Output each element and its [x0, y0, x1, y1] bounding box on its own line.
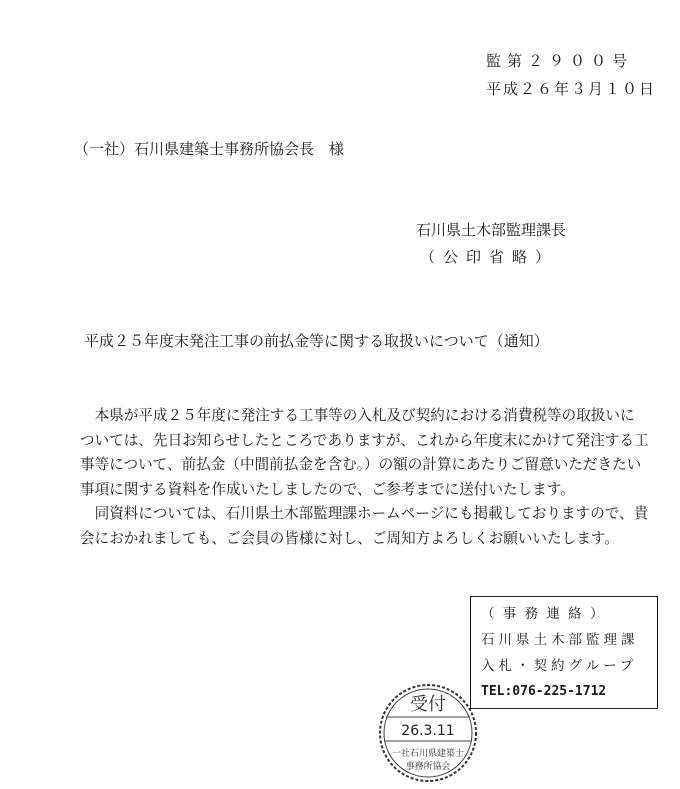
sender-name: 石川県土木部監理課長: [416, 221, 567, 239]
stamp-received-text: 受付: [410, 694, 446, 715]
contact-heading: （ 事 務 連 絡 ）: [481, 606, 606, 622]
stamp-org-line2: 事務所協会: [405, 762, 451, 772]
addressee: （一社）石川県建築士事務所協会長 様: [74, 140, 345, 158]
body-line: ついては、先日お知らせしたところでありますが、これから年度末にかけて発注する工: [80, 431, 649, 449]
body-paragraph-2: [80, 502, 665, 551]
seal-omitted-note: （公印省略）: [420, 248, 559, 266]
body-line: 本県が平成２５年度に発注する工事等の入札及び契約における消費税等の取扱いに: [80, 407, 635, 424]
body-line: 同資料については、石川県土木部監理課ホームページにも掲載しておりますので、貴: [80, 505, 649, 522]
stamp-date: 26.3.11: [401, 723, 455, 739]
body-line: 事項に関する資料を作成いたしましたので、ご参考までに送付いたします。: [80, 480, 575, 498]
stamp-org-line1: 一社石川県建築士: [391, 749, 465, 759]
contact-office: 石川県土木部監理課: [481, 632, 639, 648]
document-date: 平成２６年３月１０日: [486, 80, 657, 98]
document-number: 監第２９００号: [486, 52, 634, 70]
received-stamp: [372, 680, 484, 786]
contact-group: 入札・契約グループ: [481, 658, 638, 674]
body-paragraph-1: [80, 404, 665, 502]
contact-tel: TEL:076-225-1712: [481, 684, 607, 699]
body-line: 事等について、前払金（中間前払金を含む。）の額の計算にあたりご留意いただきたい: [80, 456, 642, 473]
contact-box: [470, 596, 658, 709]
body-line: 会におかれましても、ご会員の皆様に対し、ご周知方よろしくお願いいたします。: [80, 529, 619, 547]
document-subject: 平成２５年度末発注工事の前払金等に関する取扱いについて（通知）: [84, 332, 549, 350]
